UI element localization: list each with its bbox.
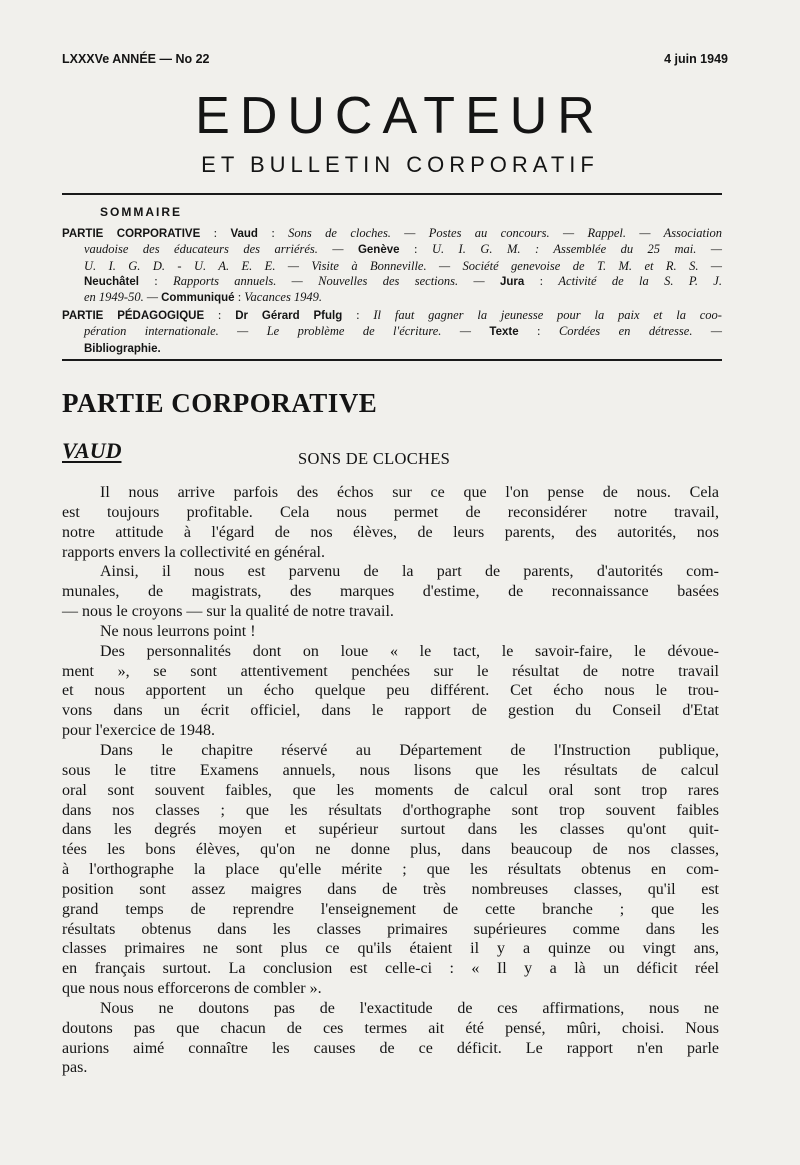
toc-line [62,308,722,324]
article-line: est toujours profitable. Cela nous permet de reconsidérer notre travail, [62,503,719,521]
issue-number: LXXXVe ANNÉE — No 22 [62,52,210,66]
toc-line [62,242,722,258]
article-title: SONS DE CLOCHES [298,449,451,468]
toc-rubric: Dr Gérard Pfulg [235,310,343,323]
article-line: Ainsi, il nous est parvenu de la part de parents, d'autorités com- [100,563,719,581]
article-line: grand temps de reprendre l'enseignement de cette branche ; que les [62,900,719,918]
toc-rubric: PARTIE CORPORATIVE [62,228,201,241]
article-line: classes primaires ne sont plus ce qu'ils étaient il y a quinze ou vingt ans, [62,940,719,958]
article-line: dans nos classes ; que les résultats d'orthographe sont trop souvent faibles [62,801,719,819]
bottom-divider [62,359,722,361]
issue-header [62,52,728,66]
toc-text: pération internationale. — Le problème de l'écriture. — [84,324,490,339]
article-line: dans les degrés moyen et supérieur surtout dans les classes qu'ont quit- [62,821,719,839]
toc-line [62,324,722,340]
article-line: ment », se sont attentivement penchées sur le résultat de notre travail [62,662,719,680]
article-line: Dans le chapitre réservé au Département de l'Instruction publique, [100,741,719,759]
article-paragraph [62,642,719,741]
toc-pedagogique [62,308,722,357]
toc-text: : [257,226,289,241]
article-line: munales, de magistrats, des marques d'estime, de reconnaissance basées [62,583,719,601]
article-line: résultats obtenus dans les classes primaires supérieures comme dans les [62,920,719,938]
article-line: et nous apportent un écho quelque peu différent. Cet écho nous le trou- [62,682,719,700]
canton-heading: VAUD [62,438,122,463]
toc-text: Vacances 1949. [244,290,323,305]
article-paragraph [62,999,719,1078]
article-paragraph [62,562,719,622]
toc-text: vaudoise des éducateurs des arriérés. — [84,242,358,257]
article-line: notre attitude à l'égard de nos élèves, de leurs parents, des autorités, nos [62,523,719,541]
table-of-contents [62,205,722,357]
article-line: oral sont souvent faibles, que les moments de calcul oral sont trop rares [62,781,719,799]
article-line: Ne nous leurrons point ! [100,622,256,640]
article-line: vons dans un écrit officiel, dans le rapport de gestion du Conseil d'Etat [62,702,719,720]
article-line: Il nous arrive parfois des échos sur ce que l'on pense de nous. Cela [100,484,719,501]
article-line: Des personnalités dont on loue « le tact, le savoir-faire, le dévoue- [100,642,719,660]
article-line: — nous le croyons — sur la qualité de notre travail. [62,603,394,621]
toc-text: : [204,308,236,323]
top-divider [62,193,722,195]
article-line: que nous nous efforcerons de combler ». [62,980,322,998]
article-line: pas. [62,1059,88,1077]
toc-line [62,274,722,290]
toc-rubric: Texte [489,326,519,339]
toc-rubric: Communiqué [161,292,235,305]
toc-corporative [62,226,722,306]
toc-rubric: Jura [499,275,525,288]
toc-heading: SOMMAIRE [100,205,182,219]
toc-rubric: Bibliographie. [84,342,161,355]
article-line: en français surtout. La conclusion est celle-ci : « Il y a là un déficit réel [62,960,719,978]
toc-rubric: Genève [357,244,400,257]
article-paragraph [62,741,719,999]
toc-text: Rapports annuels. — Nouvelles des sections. — [173,273,500,288]
toc-text: Cordées en détresse. — [558,324,722,339]
toc-text: en 1949-50. — [84,290,162,305]
article-line: à l'orthographe la place qu'elle mérite ; que les résultats obtenus en com- [62,861,719,879]
toc-text: : [200,226,231,241]
toc-text: : [138,273,174,288]
toc-line [62,341,722,357]
toc-line [62,226,722,242]
article-line: rapports envers la collectivité en général. [62,543,325,561]
toc-line [62,259,722,274]
toc-rubric: PARTIE PÉDAGOGIQUE [62,310,205,323]
section-title: PARTIE CORPORATIVE [62,388,378,418]
article-line: Nous ne doutons pas de l'exactitude de ces affirmations, nous ne [100,999,719,1017]
article-line: aurions aimé connaître les causes de ce déficit. Le rapport n'en parle [62,1039,719,1057]
article-line: sous le titre Examens annuels, nous lisons que les résultats de calcul [62,761,719,779]
toc-text: U. I. G. D. - U. A. E. E. — Visite à Bonneville. — Société genevoise de T. M. et R. S. — [84,258,722,273]
toc-rubric: Vaud [230,228,258,241]
toc-text: Activité de la S. P. J. [558,273,722,288]
toc-text: : [518,324,559,339]
article-line: pour l'exercice de 1948. [62,722,216,740]
article-line: tées les bons élèves, qu'on ne donne plus, dans beaucoup de nos classes, [62,841,719,859]
toc-rubric: Neuchâtel [84,275,139,288]
article-paragraph [62,622,719,642]
toc-text: : [399,242,432,257]
toc-text: Il faut gagner la jeunesse pour la paix et la coo- [373,308,722,323]
toc-text: : [524,273,559,288]
toc-text: U. I. G. M. : Assemblée du 25 mai. — [431,242,722,257]
article-line: position sont assez maigres dans de très nombreuses classes, qu'il est [62,880,719,898]
toc-text: : [342,308,374,323]
toc-text: Sons de cloches. — Postes au concours. — Rappel. — Association [288,226,722,241]
article-paragraph [62,483,719,562]
issue-date: 4 juin 1949 [664,52,728,66]
article-body [62,483,719,1078]
article-line: doutons pas que chacun de ces termes ait été pensé, mûri, choisi. Nous [62,1019,719,1037]
masthead-title: EDUCATEUR [195,87,605,145]
masthead-subtitle: ET BULLETIN CORPORATIF [201,152,599,177]
toc-line [62,290,722,306]
toc-text: : [234,290,245,305]
